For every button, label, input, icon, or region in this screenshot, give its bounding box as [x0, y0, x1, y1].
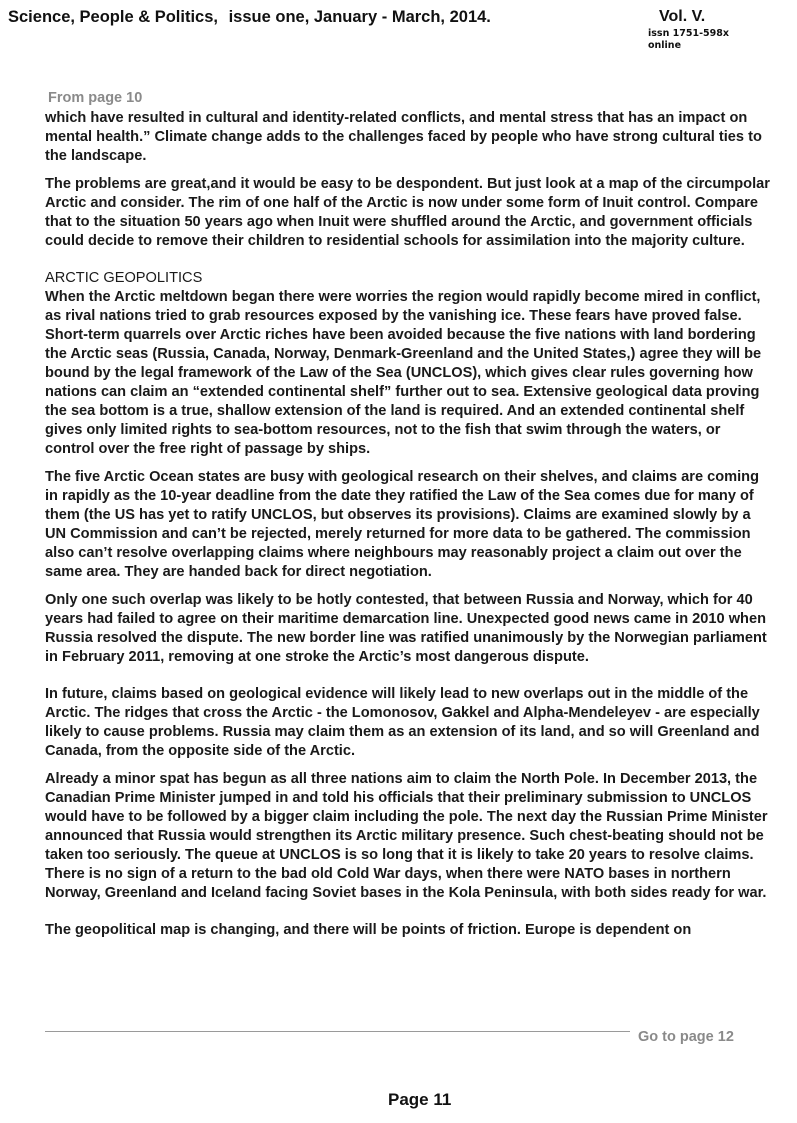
publication-format: online: [648, 40, 682, 51]
issn-block: [648, 28, 729, 52]
paragraph: When the Arctic meltdown began there were worries the region would rapidly become mired in conflict, as rival nations tried to grab resources exposed by the vanishing ice. These fears have proved false. Short-term quarrels over Arctic riches have been avoided because the five nations with land bordering the Arctic seas (Russia, Canada, Norway, Denmark-Greenland and the United States,) agree they will be bound by the legal framework of the Law of the Sea (UNCLOS), which gives clear rules governing how nations can claim an “extended continental shelf” further out to sea. Extensive geological data proving the sea bottom is a true, shallow extension of the land is required. And an extended continental shelf gives only limited rights to sea-bottom resources, not to the fish that swim through the waters, or control over the free right of passage by ships.: [45, 289, 762, 457]
from-page-link[interactable]: From page 10: [48, 90, 143, 106]
volume-label: Vol. V.: [659, 8, 706, 25]
issn-number: issn 1751-598x: [648, 28, 729, 39]
section-heading: ARCTIC GEOPOLITICS: [45, 270, 203, 286]
paragraph: In future, claims based on geological evidence will likely lead to new overlaps out in the middle of the Arctic. The ridges that cross the Arctic - the Lomonosov, Gakkel and Alpha-Mendeleyev - are especially likely to cause problems. Russia may claim them as an extension of its land, and so will Greenland and Canada, from the opposite side of the Arctic.: [45, 686, 760, 759]
go-to-page-link[interactable]: Go to page 12: [638, 1029, 734, 1045]
paragraph: The problems are great,and it would be easy to be despondent. But just look at a map of the circumpolar Arctic and consider. The rim of one half of the Arctic is now under some form of Inuit control. Compare that to the situation 50 years ago when Inuit were shuffled around the Arctic, and government officials could decide to remove their children to residential schools for assimilation into the majority culture.: [45, 176, 770, 249]
footer-divider: [45, 1031, 630, 1032]
paragraph: The five Arctic Ocean states are busy with geological research on their shelves, and claims are coming in rapidly as the 10-year deadline from the date they ratified the Law of the Sea comes due for many of them (the US has yet to ratify UNCLOS, but observes its provisions). Claims are examined slowly by a UN Commission and can’t be rejected, merely returned for more data to be gathered. The commission also can’t resolve overlapping claims where neighbours may reasonably project a claim out over the same area. They are handed back for direct negotiation.: [45, 469, 760, 580]
paragraph: Already a minor spat has begun as all three nations aim to claim the North Pole. In December 2013, the Canadian Prime Minister jumped in and told his officials that their preliminary submission to UNCLOS would have to be followed by a bigger claim including the pole. The next day the Russian Prime Minister announced that Russia would strengthen its Arctic military presence. Such chest-beating should not be taken too seriously. The queue at UNCLOS is so long that it is likely to take 20 years to resolve claims. There is no sign of a return to the bad old Cold War days, when there were NATO bases in northern Norway, Greenland and Iceland facing Soviet bases in the Kola Peninsula, with both sides ready for war.: [45, 771, 768, 901]
publication-title: Science, People & Politics,: [8, 8, 218, 26]
page-number: Page 11: [388, 1090, 452, 1109]
article-body: [45, 109, 770, 949]
issue-info: issue one, January - March, 2014.: [228, 8, 491, 26]
publication-header: [8, 8, 491, 27]
paragraph: which have resulted in cultural and identity-related conflicts, and mental stress that has an impact on mental health.” Climate change adds to the challenges faced by people who have strong cultural ties to the landscape.: [45, 110, 762, 164]
paragraph: The geopolitical map is changing, and there will be points of friction. Europe is dependent on: [45, 922, 692, 938]
paragraph: Only one such overlap was likely to be hotly contested, that between Russia and Norway, which for 40 years had failed to agree on their maritime demarcation line. Unexpected good news came in 2010 when Russia resolved the dispute. The new border line was ratified unanimously by the Norwegian parliament in February 2011, removing at one stroke the Arctic’s most dangerous dispute.: [45, 592, 767, 665]
